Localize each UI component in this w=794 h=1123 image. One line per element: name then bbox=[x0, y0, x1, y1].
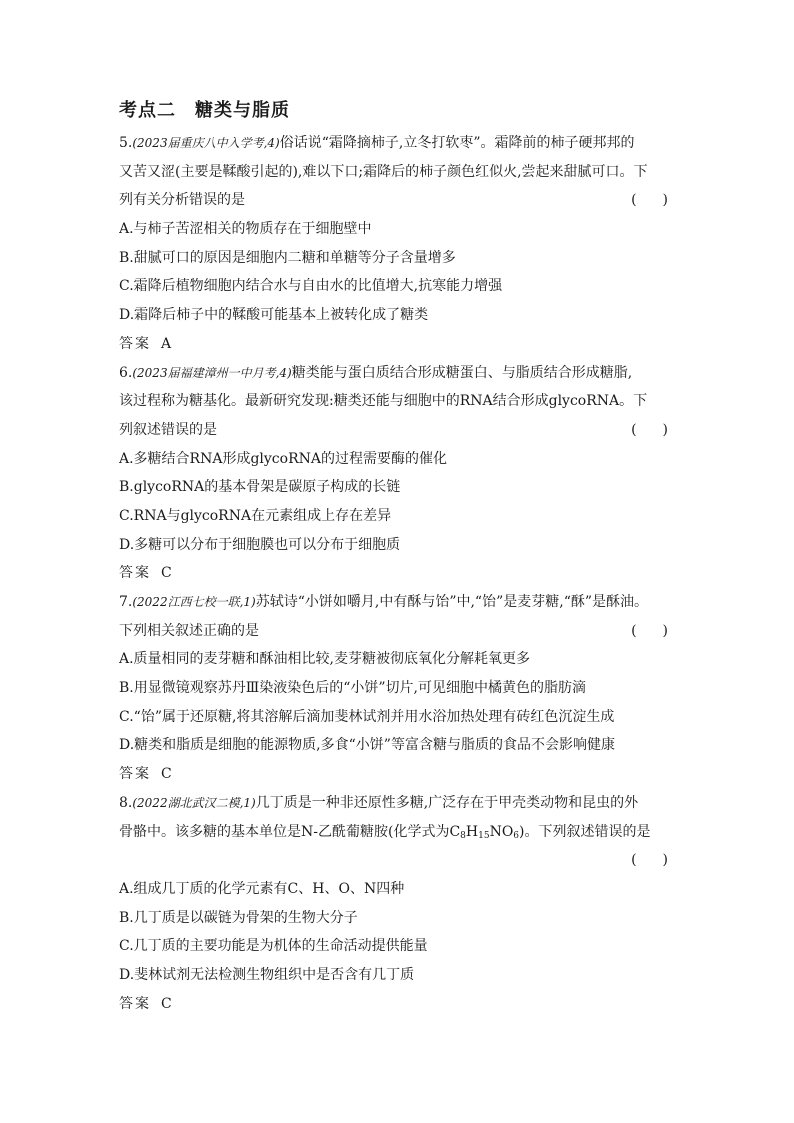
option-c: C.“饴”属于还原糖,将其溶解后滴加斐林试剂并用水浴加热处理有砖红色沉淀生成 bbox=[119, 708, 615, 725]
question-stem-line: 骨骼中。该多糖的基本单位是N-乙酰葡糖胺(化学式为$C_8H_{15}NO_6$)。下列叙述错误的是 bbox=[119, 823, 651, 841]
option-d: D.斐林试剂无法检测生物组织中是否含有几丁质 bbox=[119, 966, 415, 983]
formula-o-count: 6 bbox=[513, 830, 520, 841]
option-d: D.糖类和脂质是细胞的能源物质,多食“小饼”等富含糖与脂质的食品不会影响健康 bbox=[119, 737, 615, 754]
question-6 bbox=[119, 359, 674, 589]
answer-line bbox=[119, 990, 674, 1019]
option-d: D.多糖可以分布于细胞膜也可以分布于细胞质 bbox=[119, 536, 401, 553]
option-d: D.霜降后柿子中的鞣酸可能基本上被转化成了糖类 bbox=[119, 307, 429, 324]
question-stem-line: 该过程称为糖基化。最新研究发现:糖类还能与细胞中的RNA结合形成glycoRNA。下 bbox=[119, 393, 648, 410]
question-stem-line: 下列相关叙述正确的是 ( ) bbox=[119, 617, 674, 646]
option-a: A.质量相同的麦芽糖和酥油相比较,麦芽糖被彻底氧化分解耗氧更多 bbox=[119, 651, 531, 668]
option-a: A.多糖结合RNA形成glycoRNA的过程需要酶的催化 bbox=[119, 450, 447, 467]
option-c: C.RNA与glycoRNA在元素组成上存在差异 bbox=[119, 507, 392, 524]
answer-value: C bbox=[161, 995, 172, 1012]
answer-line bbox=[119, 559, 674, 588]
document-page bbox=[119, 96, 674, 1018]
question-stem-line: 列有关分析错误的是 ( ) bbox=[119, 186, 674, 215]
answer-line bbox=[119, 760, 674, 789]
question-stem-line: 8.(2022湖北武汉二模,1)几丁质是一种非还原性多糖,广泛存在于甲壳类动物和昆虫的外 bbox=[119, 794, 639, 811]
formula-no: NO bbox=[489, 823, 514, 840]
question-source: (2023届重庆八中入学考,4) bbox=[132, 136, 280, 150]
option-c: C.几丁质的主要功能是为机体的生命活动提供能量 bbox=[119, 938, 428, 955]
question-stem-line: 又苦又涩(主要是鞣酸引起的),难以下口;霜降后的柿子颜色红似火,尝起来甜腻可口。下 bbox=[119, 163, 648, 180]
question-5 bbox=[119, 129, 674, 359]
formula-c-count: 8 bbox=[460, 830, 466, 841]
answer-value: A bbox=[161, 335, 172, 352]
answer-blank: ( ) bbox=[631, 421, 674, 438]
question-source: (2022江西七校一联,1) bbox=[132, 595, 256, 609]
option-a: A.组成几丁质的化学元素有C、H、O、N四种 bbox=[119, 880, 405, 897]
question-number: 8. bbox=[119, 794, 133, 811]
answer-value: C bbox=[161, 766, 172, 783]
question-number: 7. bbox=[119, 594, 133, 610]
question-stem-line: 7.(2022江西七校一联,1)苏轼诗“小饼如嚼月,中有酥与饴”中,“饴”是麦芽糖,“酥”是酥油。 bbox=[119, 594, 649, 610]
option-b: B.甜腻可口的原因是细胞内二糖和单糖等分子含量增多 bbox=[119, 249, 456, 266]
question-source: (2023届福建漳州一中月考,4) bbox=[132, 365, 292, 380]
answer-blank: ( ) bbox=[631, 192, 674, 209]
question-stem-line: 6.(2023届福建漳州一中月考,4)糖类能与蛋白质结合形成糖蛋白、与脂质结合形成糖脂, bbox=[119, 364, 633, 381]
question-stem-line bbox=[119, 846, 674, 875]
question-number: 6. bbox=[119, 364, 133, 381]
question-source: (2022湖北武汉二模,1) bbox=[132, 795, 256, 810]
formula-h-count: 15 bbox=[478, 830, 490, 841]
option-c: C.霜降后植物细胞内结合水与自由水的比值增大,抗寒能力增强 bbox=[119, 278, 503, 295]
option-b: B.几丁质是以碳链为骨架的生物大分子 bbox=[119, 909, 358, 926]
answer-blank: ( ) bbox=[631, 852, 674, 869]
answer-label: 答案 bbox=[119, 335, 151, 352]
option-b: B.用显微镜观察苏丹Ⅲ染液染色后的“小饼”切片,可见细胞中橘黄色的脂肪滴 bbox=[119, 680, 587, 697]
answer-label: 答案 bbox=[119, 995, 151, 1012]
answer-label: 答案 bbox=[119, 565, 151, 582]
answer-line bbox=[119, 330, 674, 359]
answer-blank: ( ) bbox=[631, 622, 674, 639]
question-8 bbox=[119, 789, 674, 1019]
formula-h: H bbox=[465, 823, 479, 840]
answer-value: C bbox=[161, 565, 172, 582]
question-number: 5. bbox=[119, 135, 133, 151]
section-title: 考点二 糖类与脂质 bbox=[119, 100, 290, 121]
question-stem-line: 列叙述错误的是 ( ) bbox=[119, 416, 674, 445]
option-b: B.glycoRNA的基本骨架是碳原子构成的长链 bbox=[119, 479, 401, 496]
option-a: A.与柿子苦涩相关的物质存在于细胞壁中 bbox=[119, 221, 372, 238]
question-7 bbox=[119, 588, 674, 789]
answer-label: 答案 bbox=[119, 766, 151, 783]
question-stem-line: 5.(2023届重庆八中入学考,4)俗话说“霜降摘柿子,立冬打软枣”。霜降前的柿子硬邦邦的 bbox=[119, 135, 635, 151]
